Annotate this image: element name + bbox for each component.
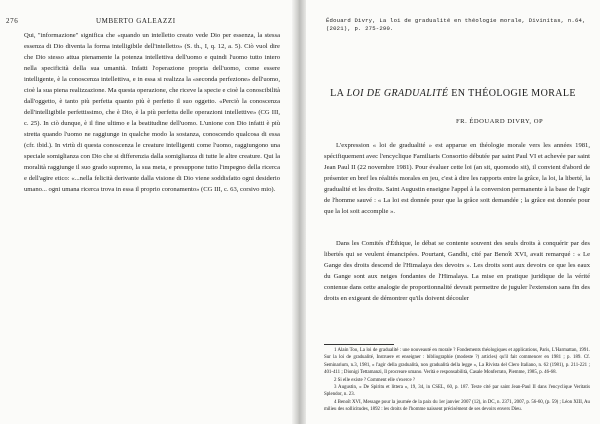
title-italic: LOI DE GRADUALITÉ xyxy=(346,88,449,99)
title-suffix: EN THÉOLOGIE MORALE xyxy=(451,88,576,99)
footnote: 3 Augustin, « De Spiritu et littera », 19, 34, in CSEL, 60, p. 187. Texte cité par saint Jean-Paul II dans l'encyclique Veritatis Splendor, n. 23. xyxy=(324,385,590,398)
book-gutter xyxy=(292,0,306,424)
article-title xyxy=(306,88,600,99)
footnote: 2 Si elle existe ? Comment elle s'exerce ? xyxy=(334,377,416,383)
citation-header: Édouard Divry, La loi de gradualité en théologie morale, Divinitas, n.64, (2021), p. 275-290. xyxy=(326,17,586,32)
footnote: 1 Alain Too, La loi de gradualité : une nouveauté en morale ? Fondements théologiques et applications, Paris, L'Harmattan, 1991. Sur la loi de gradualité, Instruere et enseigner : bibliographie (modeste ?) articles) qu'il fait commencer en 1981 ; p. 189. Cf. Seminarium, n.3, 1981, « l'agir della gradualità, non gradualità della legge », La Rivista del Clero Italiano, n. 62 (1981), p. 211-221 ; 401-411 ; Dionigi Tettamanzi, Il procreare umano. Verità e responsabilità, Casale Monferrato, Piemme, 1985, p. 46-68. xyxy=(324,348,590,376)
author-byline: FR. ÉDOUARD DIVRY, OP xyxy=(456,118,544,125)
footnote: 4 Benoît XVI, Message pour la journée de la paix du 1er janvier 2007 (12), in DC, n. 2371, 2007, p. 56-60, (p. 59) ; Léon XIII, Au milieu des sollicitudes, 1892 : les droits de l'homme naissent précisément de ses devoirs envers Dieu. xyxy=(324,399,590,413)
right-page xyxy=(306,0,600,424)
page-number: 276 xyxy=(6,17,19,25)
footnotes xyxy=(324,347,590,414)
running-head-author: UMBERTO GALEAZZI xyxy=(96,17,176,25)
body-paragraph-2: Dans les Comités d'Éthique, le débat se contente souvent des seuls droits à conquérir par des libertés qui se veulent émancipées. Pourtant, Gandhi, cité par Benoît XVI, avait remarqué : « Le Gange des droits descend de l'Himalaya des devoirs ». Les droits sont aux devoirs ce que les eaux du Gange sont aux neiges fondantes de l'Himalaya. La mise en pratique juridique de la vérité contenue dans cette analogie de proportionnalité devrait permettre de juguler l'extension sans fin des droits en exigeant de démontrer qu'ils doivent découler xyxy=(324,240,590,302)
footnote-rule xyxy=(324,344,394,345)
italian-paragraph: Qui, "informazione" significa che «quando un intelletto creato vede Dio per essenza, la stessa essenza di Dio diventa la forma intelligibile dell'intelletto» (S. th., I, q. 12, a. 5). Ciò vuol dire che Dio stesso attua pienamente la potenza intellettiva dell'uomo e quindi l'uomo tutto intero nella specificità della sua umanità. Infatti l'operazione propria dell'uomo, come essere intelligente, è la conoscenza intellettiva, e in essa si realizza la «seconda perfezione» dell'uomo, cioè la sua piena realizzazione. Ma questa operazione, che riceve la specie e cioè la conoscibilità dall'oggetto, è tanto più perfetta quanto più è perfetto il suo oggetto. «Perciò la conoscenza dell'intelligibile perfettissimo, che è Dio, è la più perfetta delle operazioni intellettive» (CG III, c. 25). In ciò dunque, è il fine ultimo e la beatitudine dell'uomo. L'unione con Dio infatti è più stretta quando l'uomo ne raggiunge in qualche modo la sostanza, conoscendo qualcosa di essa (cfr. ibid.). In virtù di questa conoscenza le creature intelligenti come l'uomo, raggiungono una speciale somiglianza con Dio che si differenzia dalla somiglianza di tutte le altre creature. Qui la moralità raggiunge il suo grado supremo, la sua meta, e presuppone tutto l'impegno della ricerca e dell'agire etico: «...nella felicità derivante dalla visione di Dio viene soddisfatto ogni desiderio umano... ogni umana ricerca trova in essa il proprio coronamento» (CG III, c. 63, corsivo mio). xyxy=(24,32,280,193)
left-page xyxy=(0,0,292,424)
title-prefix: LA xyxy=(330,88,344,99)
body-paragraph-1: L'expression « loi de gradualité » est apparue en théologie morale vers les années 1981, spécifiquement avec l'encyclique Familiaris Consortio débutée par saint Paul VI et achevée par saint Jean Paul II (22 novembre 1981). Pour évaluer cette loi (an sit, quomodo sit), il convient d'abord de présenter en bref les réalités morales en jeu, c'est à dire les rapports entre la grâce, la loi, la liberté, la gradualité et les droits. Saint Augustin enseigne l'appel à la conversion permanente à la base de l'agir de l'homme sauvé : « La loi est donnée pour que la grâce soit demandée ; la grâce est donnée pour que la loi soit accomplie ». xyxy=(324,142,590,215)
